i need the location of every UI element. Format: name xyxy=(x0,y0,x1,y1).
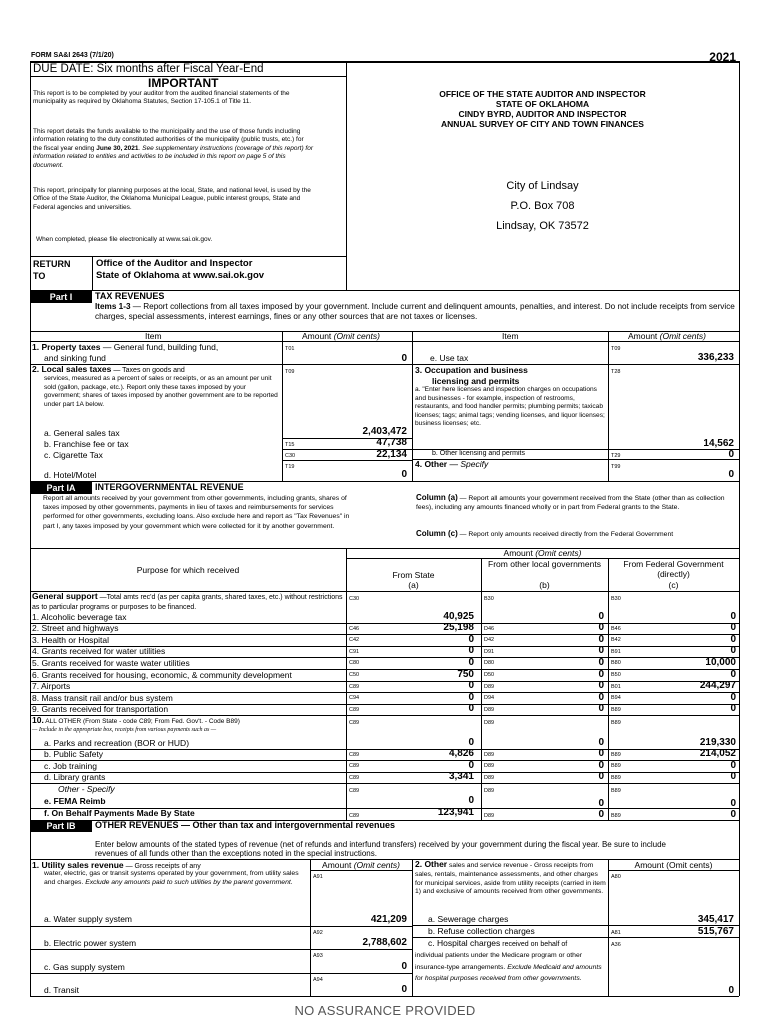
on-behalf-code-c: B89 xyxy=(611,813,621,819)
intergov-row-code: C42 xyxy=(349,637,360,644)
part1-col-amount2-text: Amount xyxy=(628,331,660,341)
intergov-row-value-c: 0 xyxy=(730,633,736,645)
intergov-row-code: D89 xyxy=(484,706,495,713)
intergov-row-value-c: 0 xyxy=(730,703,736,715)
sub-row-rule xyxy=(30,783,739,784)
column-c-text: — Report only amounts received directly from the Federal Government xyxy=(457,531,674,538)
intergov-row-value-b: 0 xyxy=(598,610,604,622)
intergov-row-value-c: 0 xyxy=(730,691,736,703)
return-top-rule xyxy=(30,256,346,257)
sub-row-code: D89 xyxy=(484,763,495,770)
part1-title: TAX REVENUES xyxy=(95,291,165,301)
intergov-row-code: D94 xyxy=(484,695,495,702)
sub-row-value-a: 4,826 xyxy=(448,748,474,760)
sub-row-value-c: 0 xyxy=(730,759,736,771)
sub-row-value-c: 219,330 xyxy=(699,736,736,748)
all-other-code-b: D89 xyxy=(484,720,495,726)
water-code: A91 xyxy=(313,874,323,880)
outer-right-border xyxy=(739,61,740,996)
intergov-row-label: 1. Alcoholic beverage tax xyxy=(32,611,127,622)
p1b-v1 xyxy=(310,859,311,996)
part1-col-amount-2 xyxy=(628,331,706,341)
sewerage-value: 345,417 xyxy=(697,914,734,925)
hospital-label xyxy=(428,938,567,948)
p1b-v2 xyxy=(412,859,413,996)
part1b-label: Part IB xyxy=(30,820,92,832)
part1a-instructions: Report all amounts received by your government from other governments, including grants, shares of taxes imposed by other governments, payments in lieu of taxes and reimbursements for services performed for other governments, excluding loans. Also exclude here and report as "Tax Revenues" in part I, any taxes imposed by your government which were collected for it by another government. xyxy=(43,495,350,530)
all-other-code-a: C89 xyxy=(349,720,360,726)
intergov-row-code: C94 xyxy=(349,695,360,702)
intro-paragraph-3: This report, principally for planning purposes at the local, State, and national level, is used by the Office of the State Auditor, the Oklahoma Municipal League, public interest groups, State and Federal agencies and universities. xyxy=(33,187,311,211)
intro-paragraph-1: This report is to be completed by your auditor from the audited financial statements of the municipality as required by Oklahoma Statutes, Section 17-105.1 of Title 11. xyxy=(33,90,290,106)
intergov-row-rule xyxy=(30,681,739,682)
part1-col-amount-text: Amount xyxy=(302,331,334,341)
from-state-sub: (a) xyxy=(408,580,419,590)
utility-desc-ital: Exclude any amounts paid to such utilities by the parent government. xyxy=(85,878,293,886)
sub-row-value-b: 0 xyxy=(598,736,604,748)
other-sales-amount-hdr: Amount (Omit cents) xyxy=(634,860,713,870)
other-tax-label xyxy=(415,459,488,469)
return-divider xyxy=(92,256,93,290)
intergov-row-value-c: 0 xyxy=(730,645,736,657)
intergov-row-code: B89 xyxy=(611,706,621,713)
other-tax-text: — Specify xyxy=(447,459,489,469)
intergov-row-code: D89 xyxy=(484,683,495,690)
sub-row-rule xyxy=(30,749,739,750)
sub-row-code: B89 xyxy=(611,763,621,770)
property-tax-value: 0 xyxy=(401,353,407,364)
hospital-desc-ital: Exclude Medicaid and amounts for hospital purposes received from other governments. xyxy=(415,963,602,982)
hospital-desc xyxy=(415,950,606,985)
intergov-row-label: 8. Mass transit rail and/or bus system xyxy=(32,692,173,703)
intergov-row-value-a: 0 xyxy=(468,691,474,703)
all-other-code-c: B89 xyxy=(611,720,621,726)
form-bottom-rule xyxy=(30,996,739,997)
column-c-note xyxy=(416,529,734,539)
hotel-motel-code: T19 xyxy=(285,464,295,470)
p1-r2c-rule xyxy=(282,460,412,461)
intergov-row-value-a: 40,925 xyxy=(443,610,474,622)
sub-row-value-c: 0 xyxy=(730,771,736,783)
intergov-row-code: C89 xyxy=(349,706,360,713)
hotel-motel-value: 0 xyxy=(401,469,407,480)
utility-title xyxy=(32,860,201,870)
use-tax-value: 336,233 xyxy=(697,352,734,363)
purpose-header: Purpose for which received xyxy=(136,565,240,575)
intergov-row-value-c: 10,000 xyxy=(705,656,736,668)
p1a-v1 xyxy=(346,548,347,820)
general-support-code-c: B30 xyxy=(611,596,621,602)
sub-row-value-b: 0 xyxy=(598,748,604,760)
part1b-instructions: Enter below amounts of the stated types of revenue (net of refunds and interfund transfers) received by your government during the fiscal year. Be sure to include revenues of all funds other than the exceptions noted in the special instructions. xyxy=(95,840,666,858)
return-address-1: Office of the Auditor and Inspector xyxy=(96,258,253,269)
transit-label: d. Transit xyxy=(44,985,79,995)
property-tax-label xyxy=(32,342,218,352)
sewerage-code: A80 xyxy=(611,874,621,880)
local-sales-tax-label xyxy=(32,364,185,374)
part1-col-amount-note: (Omit cents) xyxy=(333,331,380,341)
utility-amount-hdr-note: (Omit cents) xyxy=(353,860,400,870)
office-line-3: CINDY BYRD, AUDITOR AND INSPECTOR xyxy=(458,109,627,119)
intergov-row-code: C91 xyxy=(349,648,360,655)
sub-row-code: C89 xyxy=(349,774,360,781)
part1-col-item: Item xyxy=(145,331,162,341)
intergov-row-value-b: 0 xyxy=(598,691,604,703)
intergov-row-value-b: 0 xyxy=(598,645,604,657)
intergov-row-value-a: 0 xyxy=(468,633,474,645)
fema-value-c: 0 xyxy=(730,798,736,809)
intro-paragraph-4: When completed, please file electronically at www.sai.ok.gov. xyxy=(36,236,213,243)
intro2-c: . See supplementary instructions (coverage of this report) for information related to entities and activities to be included in this report on page 5 of this document. xyxy=(33,144,314,169)
general-support-title: General support xyxy=(32,591,98,601)
general-support-code-a: C30 xyxy=(349,596,360,602)
from-local-sub: (b) xyxy=(539,580,550,590)
office-line-2: STATE OF OKLAHOMA xyxy=(495,99,590,109)
intro-paragraph-2 xyxy=(33,128,313,170)
water-value: 421,209 xyxy=(370,914,407,925)
intergov-row-rule xyxy=(30,634,739,635)
p1a-v3 xyxy=(608,558,609,820)
all-other-note: — Include in the appropriate box, receipts from various payments such as — xyxy=(32,727,217,733)
intergov-row-label: 2. Street and highways xyxy=(32,623,119,634)
on-behalf-value-c: 0 xyxy=(730,809,736,820)
part1-col-amount2-note: (Omit cents) xyxy=(659,331,706,341)
intergov-row-code: D80 xyxy=(484,660,495,667)
intergov-row-code: B01 xyxy=(611,683,621,690)
intergov-row-code: B50 xyxy=(611,672,621,678)
intergov-row-code: B80 xyxy=(611,660,621,667)
sub-row-code: D89 xyxy=(484,774,495,781)
cigarette-tax-value: 22,134 xyxy=(376,449,407,460)
part1-instr-text: — Report collections from all taxes imposed by your government. Include current and delinquent amounts, penalties, and interest. Do not include receipts from service charges, special assessments, interest earnings, fines or any other sources that are not taxes or licenses. xyxy=(95,302,735,321)
general-sales-tax-value: 2,403,472 xyxy=(362,426,407,437)
column-c-title: Column (c) xyxy=(416,529,458,538)
other-tax-title: 4. Other xyxy=(415,459,448,469)
p1b-amt2-hdr-rule xyxy=(608,870,739,871)
p1b-water-rule xyxy=(30,926,412,927)
intergov-row-value-b: 0 xyxy=(598,633,604,645)
office-line-1: OFFICE OF THE STATE AUDITOR AND INSPECTOR xyxy=(439,89,646,99)
city-box: P.O. Box 708 xyxy=(510,200,575,212)
city-state: Lindsay, OK 73572 xyxy=(496,220,589,232)
property-tax-code: T01 xyxy=(285,346,295,352)
part1a-label: Part IA xyxy=(30,482,92,494)
occupation-title-2: licensing and permits xyxy=(432,376,520,386)
sub-row-value-c: 214,052 xyxy=(699,748,736,760)
intergov-row-code: D50 xyxy=(484,672,495,678)
city-name: City of Lindsay xyxy=(506,180,579,192)
franchise-fee-label: b. Franchise fee or tax xyxy=(44,439,129,449)
part1-col-amount xyxy=(302,331,380,341)
office-line-4: ANNUAL SURVEY OF CITY AND TOWN FINANCES xyxy=(441,119,644,129)
intergov-row-code: D42 xyxy=(484,637,495,644)
intergov-row-value-a: 25,198 xyxy=(443,622,474,634)
hotel-motel-label: d. Hotel/Motel xyxy=(44,470,97,480)
sub-row-code: C89 xyxy=(349,751,360,758)
water-label: a. Water supply system xyxy=(44,914,133,924)
intergov-row-value-a: 0 xyxy=(468,645,474,657)
refuse-value: 515,767 xyxy=(697,926,734,937)
fema-value-b: 0 xyxy=(598,798,604,809)
electric-value: 2,788,602 xyxy=(362,937,407,948)
transit-value: 0 xyxy=(401,984,407,995)
intergov-row-value-c: 244,297 xyxy=(699,680,736,692)
intergov-row-value-a: 750 xyxy=(457,668,474,680)
refuse-label: b. Refuse collection charges xyxy=(428,926,535,936)
gas-value: 0 xyxy=(401,961,407,972)
other-licensing-label: b. Other licensing and permits xyxy=(432,450,525,457)
p1a-amount-hdr xyxy=(346,548,739,558)
from-state-header: From State xyxy=(392,570,435,580)
p1a-v2 xyxy=(481,558,482,820)
general-support-label xyxy=(32,591,344,613)
column-a-title: Column (a) xyxy=(416,493,458,502)
p1-v1 xyxy=(282,331,283,481)
electric-label: b. Electric power system xyxy=(44,938,137,948)
property-tax-title: 1. Property taxes xyxy=(32,342,101,352)
intergov-row-label: 9. Grants received for transportation xyxy=(32,704,169,715)
occupation-title: 3. Occupation and business xyxy=(415,365,528,375)
transit-code: A94 xyxy=(313,977,323,983)
general-support-text: —Total amts rec'd (as per capita grants, shared taxes, etc.) without restrictions as to particular programs or purposes to be financed. xyxy=(32,594,343,611)
general-support-code-b: B30 xyxy=(484,596,494,602)
p1b-gas-rule xyxy=(30,973,412,974)
return-address-2: State of Oklahoma at www.sai.ok.gov xyxy=(96,270,265,281)
refuse-code: A81 xyxy=(611,930,621,936)
other-licensing-code: T29 xyxy=(611,453,621,459)
form-id: FORM SA&I 2643 (7/1/20) xyxy=(31,52,114,59)
p1a-amount-hdr-note: (Omit cents) xyxy=(535,548,582,558)
property-tax-text: — General fund, building fund, xyxy=(100,342,219,352)
franchise-fee-code: T15 xyxy=(285,442,295,448)
intergov-row-code: B46 xyxy=(611,625,621,632)
from-local-header: From other local governments xyxy=(488,559,601,569)
p1a-amount-hdr-text: Amount xyxy=(503,548,536,558)
part1-items-label: Items 1-3 xyxy=(95,302,131,311)
intergov-row-value-b: 0 xyxy=(598,656,604,668)
sub-row-code: B89 xyxy=(611,774,621,781)
intergov-row-label: 3. Health or Hospital xyxy=(32,634,110,645)
sub-row-code: C89 xyxy=(349,763,360,770)
intergov-row-value-a: 0 xyxy=(468,656,474,668)
part1-label: Part I xyxy=(30,291,92,303)
cigarette-tax-label: c. Cigarette Tax xyxy=(44,450,103,460)
intergov-row-value-a: 0 xyxy=(468,703,474,715)
franchise-fee-value: 47,738 xyxy=(376,437,407,448)
general-sales-tax-label: a. General sales tax xyxy=(44,428,120,438)
all-other-label xyxy=(32,716,344,726)
intergov-row-code: C46 xyxy=(349,625,360,632)
intergov-row-rule xyxy=(30,623,739,624)
on-behalf-code-a: C89 xyxy=(349,813,360,819)
intergov-row-code: C80 xyxy=(349,660,360,667)
electric-code: A92 xyxy=(313,930,323,936)
intergov-row-value-a: 0 xyxy=(468,680,474,692)
intergov-row-label: 6. Grants received for housing, economic, & community development xyxy=(32,669,292,680)
intergov-row-value-b: 0 xyxy=(598,668,604,680)
intergov-row-code: D91 xyxy=(484,648,495,655)
other-specify-code-c: B89 xyxy=(611,788,621,794)
intergov-row-code: B91 xyxy=(611,648,621,655)
hospital-code: A36 xyxy=(611,942,621,948)
hospital-title: c. Hospital charges xyxy=(428,938,501,948)
part1-col-item-2: Item xyxy=(502,331,519,341)
from-federal-sub: (c) xyxy=(668,580,679,590)
on-behalf-value-b: 0 xyxy=(598,809,604,820)
intergov-row-code: C50 xyxy=(349,672,360,678)
sub-row-label: c. Job training xyxy=(44,760,97,771)
hospital-value: 0 xyxy=(728,985,734,996)
fema-label: e. FEMA Reimb xyxy=(44,796,106,806)
intergov-row-value-c: 0 xyxy=(730,610,736,622)
on-behalf-code-b: D89 xyxy=(484,813,495,819)
p1b-electric-rule xyxy=(30,949,412,950)
important-heading: IMPORTANT xyxy=(148,76,219,90)
intergov-row-value-c: 0 xyxy=(730,622,736,634)
column-a-text: — Report all amounts your government received from the State (other than as collection fees), including any amounts financed wholly or in part from Federal grants to the State. xyxy=(416,495,725,512)
part1b-title: OTHER REVENUES — Other than tax and intergovernmental revenues xyxy=(95,820,396,830)
occupation-desc: a. "Enter here licenses and inspection charges on occupations and businesses - for example, inspection of restrooms, restaurants, and food handler permits; plumbing permits; taxicab licenses; tags; animal tags; vending licenses, and liquor licenses; business licenses; etc. xyxy=(415,386,605,428)
use-tax-code: T09 xyxy=(611,346,621,352)
sewerage-label: a. Sewerage charges xyxy=(428,914,509,924)
property-tax-label-2: and sinking fund xyxy=(44,353,106,363)
intergov-row-value-b: 0 xyxy=(598,680,604,692)
gas-label: c. Gas supply system xyxy=(44,962,125,972)
p1b-v3 xyxy=(608,859,609,996)
on-behalf-value-a: 123,941 xyxy=(437,807,474,818)
return-label-2: TO xyxy=(33,271,46,281)
from-federal-header: From Federal Government (directly) xyxy=(623,559,724,579)
intergov-row-label: 5. Grants received for waste water utilities xyxy=(32,657,190,668)
sub-row-label: d. Library grants xyxy=(44,772,106,783)
form-year: 2021 xyxy=(709,50,736,64)
utility-desc xyxy=(44,870,306,888)
on-behalf-label: f. On Behalf Payments Made By State xyxy=(44,808,195,818)
intergov-row-code: B94 xyxy=(611,695,621,702)
return-label: RETURN xyxy=(33,259,71,269)
other-specify-code-b: D89 xyxy=(484,788,495,794)
sub-row-value-b: 0 xyxy=(598,771,604,783)
intergov-row-value-c: 0 xyxy=(730,668,736,680)
other-specify-code-a: C89 xyxy=(349,788,360,794)
utility-amount-hdr-text: Amount xyxy=(322,860,354,870)
sub-row-code: D89 xyxy=(484,751,495,758)
sub-row-rule xyxy=(30,772,739,773)
local-sales-tax-title: 2. Local sales taxes xyxy=(32,364,112,374)
part1a-title: INTERGOVERNMENTAL REVENUE xyxy=(95,482,244,492)
sub-row-value-a: 0 xyxy=(468,759,474,771)
column-a-note xyxy=(416,493,734,512)
hospital-text: received on behalf of xyxy=(500,941,568,948)
local-sales-tax-text: — Taxes on goods and xyxy=(111,367,185,374)
sub-row-value-a: 3,341 xyxy=(448,771,474,783)
utility-amount-hdr xyxy=(310,860,412,870)
no-assurance-footer: NO ASSURANCE PROVIDED xyxy=(294,1003,476,1018)
sub-row-label: b. Public Safety xyxy=(44,749,104,760)
local-sales-tax-code: T09 xyxy=(285,369,295,375)
other-licensing-value: 0 xyxy=(728,449,734,460)
intergov-row-label: 4. Grants received for water utilities xyxy=(32,646,166,657)
utility-desc-text: water, electric, gas or transit systems operated by your government, from utility sales and charges. xyxy=(44,870,299,886)
all-other-title: 10. xyxy=(32,715,44,725)
intergov-row-value-b: 0 xyxy=(598,622,604,634)
other-specify-label: Other - Specify xyxy=(58,784,115,794)
intergov-row-code: D46 xyxy=(484,625,495,632)
cigarette-tax-code: C30 xyxy=(285,453,296,459)
intergov-row-label: 7. Airports xyxy=(32,681,71,692)
all-other-text: ALL OTHER (From State - code C89; From Fed. Gov't. - Code B89) xyxy=(43,718,240,725)
p1b-amt-hdr-rule xyxy=(310,870,412,871)
local-sales-tax-desc: services, measured as a percent of sales or receipts, or as an amount per unit sold (gallon, package, etc.). Report only these taxes imposed by your government; shares of taxes imposed by another government are to be reported under part 1A below. xyxy=(44,375,278,408)
sub-row-value-b: 0 xyxy=(598,759,604,771)
utility-title-text: — Gross receipts of any xyxy=(123,863,201,870)
sub-row-code: B89 xyxy=(611,751,621,758)
intro2-a: This report details the funds available to the municipality and the use of those funds including information relating to the duty constituted authorities of the municipality (public trusts, etc.) for the fiscal year ending xyxy=(33,128,304,152)
hospital-desc-text: individual patients under the Medicare program or other insurance-type arrangements. xyxy=(415,952,582,971)
occupation-code: T28 xyxy=(611,369,621,375)
other-tax-code: T99 xyxy=(611,464,621,470)
gas-code: A93 xyxy=(313,953,323,959)
other-sales-text: sales and service revenue - Gross receipts from sales, rentals, maintenance assessments, and other charges for municipal services, aside from utility receipts (carried in item 1) and exclusive of amounts received from other governments. xyxy=(415,862,606,896)
sub-row-label: a. Parks and recreation (BOR or HUD) xyxy=(44,737,190,748)
other-tax-value: 0 xyxy=(728,469,734,480)
intro2-date: June 30, 2021 xyxy=(96,144,139,152)
use-tax-label: e. Use tax xyxy=(430,353,469,363)
intergov-row-value-b: 0 xyxy=(598,703,604,715)
sub-row-value-a: 0 xyxy=(468,736,474,748)
other-sales-title: 2. Other xyxy=(415,859,448,869)
utility-title-bold: 1. Utility sales revenue xyxy=(32,860,124,870)
due-date: DUE DATE: Six months after Fiscal Year-End xyxy=(33,63,264,75)
intergov-row-code: C89 xyxy=(349,683,360,690)
part1-instructions xyxy=(95,302,735,321)
intergov-row-code: B42 xyxy=(611,637,621,644)
sub-row-rule xyxy=(30,760,739,761)
other-sales-desc xyxy=(415,860,606,897)
occupation-value: 14,562 xyxy=(703,438,734,449)
fema-value-a: 0 xyxy=(468,795,474,806)
outer-left-border xyxy=(30,61,31,996)
